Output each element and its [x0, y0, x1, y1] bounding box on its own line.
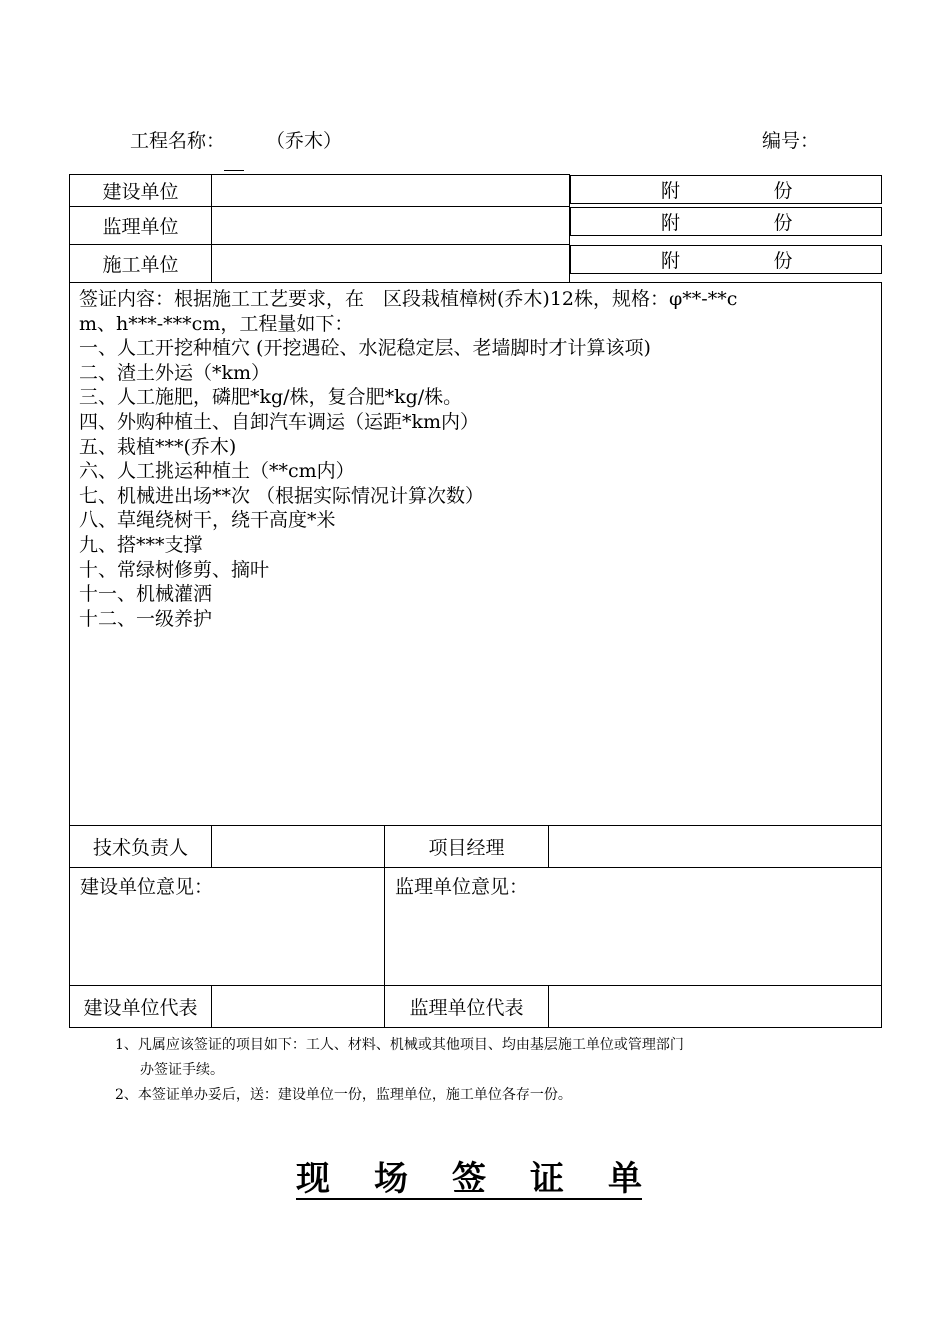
fen-label: 份: [773, 211, 793, 234]
project-name-label: 工程名称：: [130, 130, 226, 152]
owner-rep-label: 建设单位代表: [70, 986, 212, 1028]
fen-label: 份: [773, 249, 793, 272]
opinion-row: [70, 868, 882, 986]
content-line: 签证内容：根据施工工艺要求，在 区段栽植樟树(乔木)12株，规格：φ**-**c: [79, 288, 738, 310]
owner-opinion-cell[interactable]: [70, 868, 385, 986]
content-line: 三、人工施肥，磷肥*kg/株，复合肥*kg/株。: [79, 386, 463, 409]
owner-rep-value[interactable]: [212, 986, 385, 1028]
visa-form-table: [69, 174, 882, 1028]
supervisor-opinion-cell[interactable]: [385, 868, 882, 986]
content-line: 六、人工挑运种植土（**cm内）: [79, 460, 355, 483]
fen-label: 份: [773, 179, 793, 202]
content-line: 四、外购种植土、自卸汽车调运（运距*km内）: [79, 410, 480, 433]
unit-value-contractor[interactable]: [212, 245, 570, 283]
unit-label: 建设单位: [70, 175, 212, 207]
unit-row-owner: [70, 175, 882, 207]
copies-cell: [570, 175, 882, 204]
copies-cell: [570, 245, 882, 274]
page-title: [296, 1160, 642, 1200]
unit-value-supervisor[interactable]: [212, 207, 570, 245]
number-label: 编号：: [762, 130, 820, 152]
fu-label: 附: [661, 211, 681, 234]
tech-lead-value[interactable]: [212, 826, 385, 868]
title-char: 场: [374, 1159, 408, 1199]
title-char: 签: [452, 1159, 486, 1199]
copies-cell: [570, 207, 882, 236]
unit-label: 监理单位: [70, 207, 212, 245]
content-line: 八、草绳绕树干，绕干高度*米: [79, 509, 336, 532]
supervisor-opinion-label: 监理单位意见：: [395, 876, 529, 898]
content-line: 十、常绿树修剪、摘叶: [79, 558, 270, 581]
content-line: 九、搭***支撑: [79, 533, 203, 556]
project-name-blank[interactable]: [224, 170, 244, 171]
title-char: 单: [608, 1159, 642, 1199]
content-row: [70, 283, 882, 826]
title-char: 证: [530, 1159, 564, 1199]
project-type: （乔木）: [266, 130, 343, 152]
content-line: 五、栽植***(乔木): [79, 435, 237, 458]
note-1-line-1: 1、凡属应该签证的项目如下：工人、材料、机械或其他项目、均由基层施工单位或管理部门: [115, 1037, 684, 1053]
title-char: 现: [296, 1159, 330, 1199]
fu-label: 附: [661, 179, 681, 202]
note-2: 2、本签证单办妥后，送：建设单位一份，监理单位，施工单位各存一份。: [115, 1087, 572, 1103]
content-line: 十一、机械灌洒: [79, 583, 213, 606]
unit-value-owner[interactable]: [212, 175, 570, 207]
content-line: 十二、一级养护: [79, 607, 213, 630]
content-line: 一、人工开挖种植穴 (开挖遇砼、水泥稳定层、老墙脚时才计算该项): [79, 337, 651, 360]
tech-lead-label: 技术负责人: [70, 826, 212, 868]
unit-row-supervisor: [70, 207, 882, 245]
unit-label: 施工单位: [70, 245, 212, 283]
project-manager-label: 项目经理: [385, 826, 549, 868]
supervisor-rep-value[interactable]: [549, 986, 882, 1028]
rep-row: [70, 986, 882, 1028]
signer-row: [70, 826, 882, 868]
content-line: m、h***-***cm，工程量如下：: [79, 312, 354, 335]
fu-label: 附: [661, 249, 681, 272]
content-line: 二、渣土外运（*km）: [79, 361, 271, 384]
content-line: 七、机械进出场**次 （根据实际情况计算次数）: [79, 484, 485, 507]
supervisor-rep-label: 监理单位代表: [385, 986, 549, 1028]
note-1-line-2: 办签证手续。: [140, 1062, 224, 1078]
visa-content[interactable]: [70, 283, 882, 826]
project-manager-value[interactable]: [549, 826, 882, 868]
unit-row-contractor: [70, 245, 882, 283]
owner-opinion-label: 建设单位意见：: [80, 876, 214, 898]
